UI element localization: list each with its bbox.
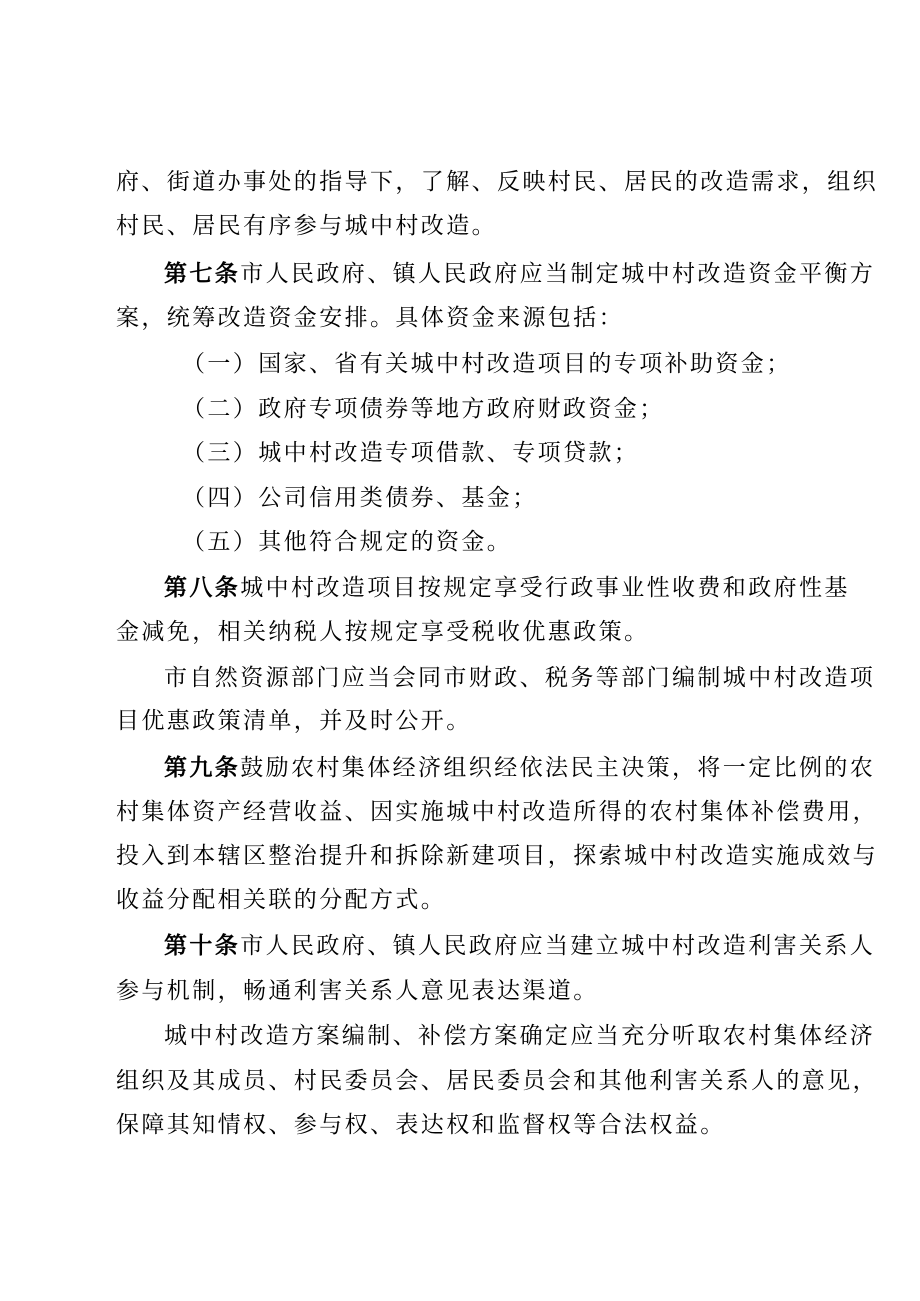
text-line: 保障其知情权、参与权、表达权和监督权等合法权益。 — [116, 1112, 726, 1138]
list-item: （二）政府专项债券等地方政府财政资金； — [182, 396, 665, 422]
text-line: 市自然资源部门应当会同市财政、税务等部门编制城中村改造项 — [164, 665, 876, 691]
text-line: 府、街道办事处的指导下，了解、反映村民、居民的改造需求，组织 — [116, 169, 878, 195]
text-line: 案，统筹改造资金安排。具体资金来源包括： — [116, 305, 624, 331]
list-item: （四）公司信用类债券、基金； — [182, 485, 538, 511]
article-title: 第十条 — [164, 933, 241, 959]
article-text: 市人民政府、镇人民政府应当制定城中村改造资金平衡方 — [240, 261, 876, 287]
text-line: 村集体资产经营收益、因实施城中村改造所得的农村集体补偿费用， — [116, 799, 878, 825]
text-line: 目优惠政策清单，并及时公开。 — [116, 708, 472, 734]
article-9-line — [164, 753, 875, 783]
article-8-line — [164, 573, 850, 603]
text-line: 村民、居民有序参与城中村改造。 — [116, 213, 497, 239]
article-text: 城中村改造项目按规定享受行政事业性收费和政府性基 — [240, 575, 850, 601]
article-title: 第七条 — [164, 261, 241, 287]
text-line: 组织及其成员、村民委员会、居民委员会和其他利害关系人的意见， — [116, 1068, 878, 1094]
text-line: 收益分配相关联的分配方式。 — [116, 887, 447, 913]
article-title: 第九条 — [164, 755, 241, 781]
list-item: （五）其他符合规定的资金。 — [182, 529, 513, 555]
text-line: 参与机制，畅通利害关系人意见表达渠道。 — [116, 978, 599, 1004]
article-text: 鼓励农村集体经济组织经依法民主决策，将一定比例的农 — [240, 755, 876, 781]
article-title: 第八条 — [164, 575, 241, 601]
article-text: 市人民政府、镇人民政府应当建立城中村改造利害关系人 — [240, 933, 876, 959]
article-10-line — [164, 931, 875, 961]
text-line: 金减免，相关纳税人按规定享受税收优惠政策。 — [116, 619, 650, 645]
text-line: 城中村改造方案编制、补偿方案确定应当充分听取农村集体经济 — [164, 1023, 876, 1049]
list-item: （一）国家、省有关城中村改造项目的专项补助资金； — [182, 351, 792, 377]
text-line: 投入到本辖区整治提升和拆除新建项目，探索城中村改造实施成效与 — [116, 843, 878, 869]
list-item: （三）城中村改造专项借款、专项贷款； — [182, 440, 640, 466]
article-7-line — [164, 259, 875, 289]
